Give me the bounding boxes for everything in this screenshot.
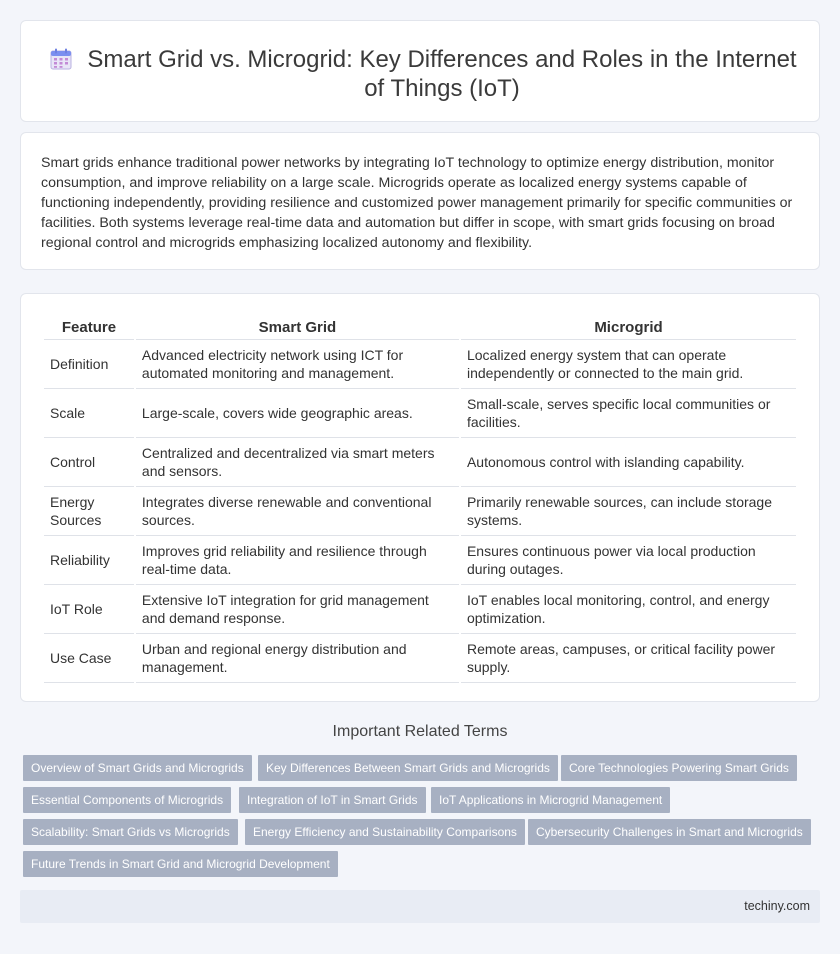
smart-grid-cell: Extensive IoT integration for grid management and demand response.: [136, 585, 459, 634]
table-row: [44, 634, 796, 683]
feature-cell: Use Case: [44, 634, 134, 683]
header-card: [20, 20, 820, 122]
table-row: [44, 585, 796, 634]
related-terms-title: Important Related Terms: [332, 723, 508, 740]
microgrid-cell: IoT enables local monitoring, control, and energy optimization.: [461, 585, 796, 634]
table-row: [44, 389, 796, 438]
related-tag[interactable]: IoT Applications in Microgrid Management: [431, 787, 670, 813]
related-tag[interactable]: Core Technologies Powering Smart Grids: [561, 755, 797, 781]
comparison-table: [42, 312, 798, 683]
header-smart-grid: Smart Grid: [136, 312, 459, 340]
microgrid-cell: Ensures continuous power via local production during outages.: [461, 536, 796, 585]
smart-grid-cell: Integrates diverse renewable and conventional sources.: [136, 487, 459, 536]
related-tag[interactable]: Scalability: Smart Grids vs Microgrids: [23, 819, 238, 845]
table-header-row: [44, 312, 796, 340]
table-row: [44, 487, 796, 536]
smart-grid-cell: Centralized and decentralized via smart meters and sensors.: [136, 438, 459, 487]
feature-cell: Scale: [44, 389, 134, 438]
feature-cell: IoT Role: [44, 585, 134, 634]
table-row: [44, 438, 796, 487]
feature-cell: Energy Sources: [44, 487, 134, 536]
related-tag[interactable]: Energy Efficiency and Sustainability Comparisons: [245, 819, 525, 845]
smart-grid-cell: Large-scale, covers wide geographic areas.: [136, 389, 459, 438]
calendar-icon: [49, 47, 73, 71]
page-title: Smart Grid vs. Microgrid: Key Differences and Roles in the Internet of Things (IoT): [87, 46, 797, 102]
feature-cell: Control: [44, 438, 134, 487]
smart-grid-cell: Urban and regional energy distribution and management.: [136, 634, 459, 683]
related-tag[interactable]: Integration of IoT in Smart Grids: [239, 787, 426, 813]
header-microgrid: Microgrid: [461, 312, 796, 340]
microgrid-cell: Small-scale, serves specific local communities or facilities.: [461, 389, 796, 438]
comparison-table-card: [20, 293, 820, 702]
feature-cell: Reliability: [44, 536, 134, 585]
header-feature: Feature: [44, 312, 134, 340]
smart-grid-cell: Advanced electricity network using ICT for automated monitoring and management.: [136, 340, 459, 389]
table-row: [44, 536, 796, 585]
intro-card: [20, 132, 820, 270]
related-tag[interactable]: Overview of Smart Grids and Microgrids: [23, 755, 252, 781]
microgrid-cell: Autonomous control with islanding capability.: [461, 438, 796, 487]
table-row: [44, 340, 796, 389]
related-tag[interactable]: Key Differences Between Smart Grids and Microgrids: [258, 755, 558, 781]
footer: [20, 890, 820, 923]
related-tag[interactable]: Essential Components of Microgrids: [23, 787, 231, 813]
intro-paragraph: Smart grids enhance traditional power networks by integrating IoT technology to optimize energy distribution, monitor consumption, and improve reliability on a large scale. Microgrids operate as localized energy systems capable of functioning independently, providing resilience and customized power management primarily for specific communities or facilities. Both systems leverage real-time data and automation but differ in scope, with smart grids focusing on broad regional control and microgrids emphasizing localized autonomy and flexibility.: [41, 155, 793, 251]
smart-grid-cell: Improves grid reliability and resilience through real-time data.: [136, 536, 459, 585]
related-tag[interactable]: Future Trends in Smart Grid and Microgrid Development: [23, 851, 338, 877]
footer-site[interactable]: techiny.com: [744, 899, 810, 913]
feature-cell: Definition: [44, 340, 134, 389]
microgrid-cell: Primarily renewable sources, can include storage systems.: [461, 487, 796, 536]
related-tag[interactable]: Cybersecurity Challenges in Smart and Microgrids: [528, 819, 811, 845]
microgrid-cell: Remote areas, campuses, or critical facility power supply.: [461, 634, 796, 683]
microgrid-cell: Localized energy system that can operate independently or connected to the main grid.: [461, 340, 796, 389]
